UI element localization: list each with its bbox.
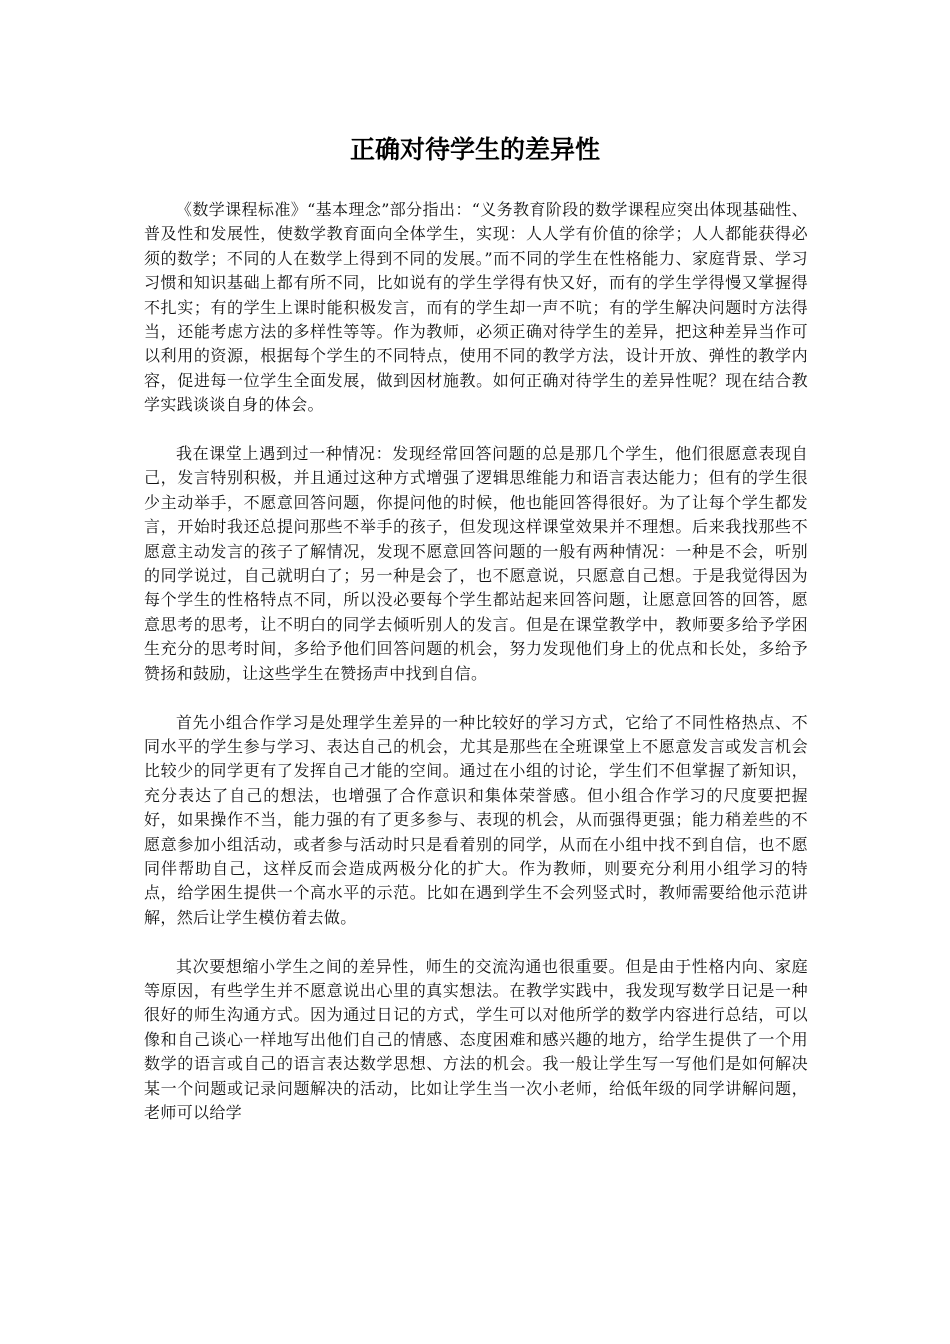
paragraph-intro: 《数学课程标准》“基本理念”部分指出：“义务教育阶段的数学课程应突出体现基础性、普及性和发展性，使数学教育面向全体学生，实现：人人学有价值的徐学；人人都能获得必须的数学；不同的人在数学上得到不同的发展。”而不同的学生在性格能力、家庭背景、学习习惯和知识基础上都有所不同，比如说有的学生学得有快又好，而有的学生学得慢又掌握得不扎实；有的学生上课时能积极发言，而有的学生却一声不吭；有的学生解决问题时方法得当，还能考虑方法的多样性等等。作为教师，必须正确对待学生的差异，把这种差异当作可以利用的资源，根据每个学生的不同特点，使用不同的教学方法，设计开放、弹性的教学内容，促进每一位学生全面发展，做到因材施教。如何正确对待学生的差异性呢？现在结合教学实践谈谈自身的体会。 bbox=[144, 200, 808, 415]
document-title: 正确对待学生的差异性 bbox=[349, 135, 600, 164]
paragraph-classroom-experience: 我在课堂上遇到过一种情况：发现经常回答问题的总是那几个学生，他们很愿意表现自己，发言特别积极，并且通过这种方式增强了逻辑思维能力和语言表达能力；但有的学生很少主动举手，不愿意回答问题，你提问他的时候，他也能回答得很好。为了让每个学生都发言，开始时我还总提问那些不举手的孩子，但发现这样课堂效果并不理想。后来我找那些不愿意主动发言的孩子了解情况，发现不愿意回答问题的一般有两种情况：一种是不会，听别的同学说过，自己就明白了；另一种是会了，也不愿意说，只愿意自己想。于是我觉得因为每个学生的性格特点不同，所以没必要每个学生都站起来回答问题，让愿意回答的回答，愿意思考的思考，让不明白的同学去倾听别人的发言。但是在课堂教学中，教师要多给予学困生充分的思考时间，多给予他们回答问题的机会，努力发现他们身上的优点和长处，多给予赞扬和鼓励，让这些学生在赞扬声中找到自信。 bbox=[144, 444, 808, 683]
paragraph-communication: 其次要想缩小学生之间的差异性，师生的交流沟通也很重要。但是由于性格内向、家庭等原因，有些学生并不愿意说出心里的真实想法。在教学实践中，我发现写数学日记是一种很好的师生沟通方式。因为通过日记的方式，学生可以对他所学的数学内容进行总结，可以像和自己谈心一样地写出他们自己的情感、态度困难和感兴趣的地方，给学生提供了一个用数学的语言或自己的语言表达数学思想、方法的机会。我一般让学生写一写他们是如何解决某一个问题或记录问题解决的活动，比如让学生当一次小老师，给低年级的同学讲解问题，老师可以给学 bbox=[144, 956, 808, 1122]
document-body bbox=[144, 198, 808, 1150]
paragraph-group-learning: 首先小组合作学习是处理学生差异的一种比较好的学习方式，它给了不同性格热点、不同水平的学生参与学习、表达自己的机会，尤其是那些在全班课堂上不愿意发言或发言机会比较少的同学更有了发挥自己才能的空间。通过在小组的讨论，学生们不但掌握了新知识，充分表达了自己的想法，也增强了合作意识和集体荣誉感。但小组合作学习的尺度要把握好，如果操作不当，能力强的有了更多参与、表现的机会，从而强得更强；能力稍差些的不愿意参加小组活动，或者参与活动时只是看着别的同学，从而在小组中找不到自信，也不愿同伴帮助自己，这样反而会造成两极分化的扩大。作为教师，则要充分利用小组学习的特点，给学困生提供一个高水平的示范。比如在遇到学生不会列竖式时，教师需要给他示范讲解，然后让学生模仿着去做。 bbox=[144, 712, 808, 927]
